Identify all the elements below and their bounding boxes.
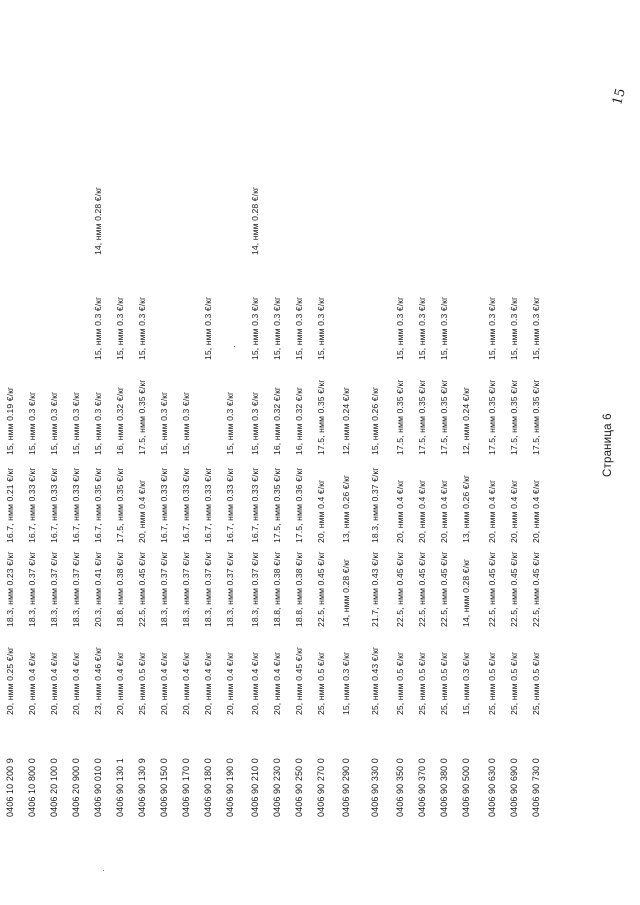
rate-cell: 18.8, нмм 0.38 €/кг	[272, 551, 282, 627]
rate-cell: 12, нмм 0.24 €/кг	[341, 386, 351, 455]
rate-cell: 16.7, нмм 0.33 €/кг	[250, 467, 260, 543]
table-row	[295, 0, 317, 905]
rate-cell: 22.5, нмм 0.45 €/кг	[439, 551, 449, 627]
rate-cell: 15, нмм 0.19 €/кг	[5, 386, 15, 455]
rate-cell: 15, нмм 0.3 €/кг	[181, 391, 191, 455]
rate-cell: 16.7, нмм 0.33 €/кг	[181, 467, 191, 543]
tariff-code-cell: 0406 20 100 0	[49, 758, 59, 817]
rate-cell: 25, нмм 0.5 €/кг	[487, 651, 497, 715]
rate-cell: 15, нмм 0.3 €/кг	[461, 651, 471, 715]
rate-cell: 20, нмм 0.4 €/кг	[159, 651, 169, 715]
rate-cell: 21.7, нмм 0.43 €/кг	[370, 551, 380, 627]
tariff-code-cell: 0406 90 130 1	[115, 758, 125, 817]
table-row	[28, 0, 50, 905]
scan-speck	[234, 346, 235, 347]
table-row	[182, 0, 204, 905]
rate-cell: 17.5, нмм 0.35 €/кг	[316, 379, 326, 455]
tariff-code-cell: 0406 20 900 0	[71, 758, 81, 817]
tariff-code-cell: 0406 90 210 0	[250, 758, 260, 817]
tariff-code-cell: 0406 90 010 0	[93, 758, 103, 817]
rate-cell: 17.5, нмм 0.35 €/кг	[395, 379, 405, 455]
table-row	[251, 0, 273, 905]
page-footer-label: Страница 6	[602, 413, 614, 477]
rate-cell: 16.7, нмм 0.33 €/кг	[27, 467, 37, 543]
rate-cell: 15, нмм 0.3 €/кг	[27, 391, 37, 455]
table-row	[418, 0, 440, 905]
rate-cell: 14, нмм 0.28 €/кг	[341, 558, 351, 627]
table-row	[50, 0, 72, 905]
tariff-code-cell: 0406 90 180 0	[203, 758, 213, 817]
rate-cell: 20, нмм 0.4 €/кг	[250, 651, 260, 715]
rate-cell: 15, нмм 0.3 €/кг	[250, 296, 260, 360]
rate-cell: 17.5, нмм 0.35 €/кг	[137, 379, 147, 455]
table-row	[532, 0, 554, 905]
rate-cell: 22.5, нмм 0.45 €/кг	[417, 551, 427, 627]
rate-cell: 16.7, нмм 0.33 €/кг	[203, 467, 213, 543]
rate-cell: 22.5, нмм 0.45 €/кг	[531, 551, 541, 627]
rate-cell: 15, нмм 0.3 €/кг	[115, 296, 125, 360]
table-row	[72, 0, 94, 905]
rate-cell: 16.7, нмм 0.33 €/кг	[71, 467, 81, 543]
rate-cell: 15, нмм 0.3 €/кг	[225, 391, 235, 455]
tariff-code-cell: 0406 90 370 0	[417, 758, 427, 817]
rate-cell: 12, нмм 0.24 €/кг	[461, 386, 471, 455]
rate-cell: 20, нмм 0.4 €/кг	[316, 479, 326, 543]
rate-cell: 25, нмм 0.43 €/кг	[370, 646, 380, 715]
rate-cell: 15, нмм 0.3 €/кг	[272, 296, 282, 360]
rate-cell: 18.3, нмм 0.37 €/кг	[159, 551, 169, 627]
table-row	[440, 0, 462, 905]
rate-cell: 17.5, нмм 0.35 €/кг	[439, 379, 449, 455]
tariff-code-cell: 0406 90 380 0	[439, 758, 449, 817]
rate-cell: 22.5, нмм 0.45 €/кг	[395, 551, 405, 627]
rate-cell: 15, нмм 0.3 €/кг	[395, 296, 405, 360]
rate-cell: 18.3, нмм 0.37 €/кг	[225, 551, 235, 627]
table-row	[273, 0, 295, 905]
rate-cell: 17.5, нмм 0.35 €/кг	[531, 379, 541, 455]
tariff-code-cell: 0406 90 350 0	[395, 758, 405, 817]
table-row	[462, 0, 484, 905]
rate-cell: 16, нмм 0.32 €/кг	[115, 386, 125, 455]
rate-cell: 17.5, нмм 0.35 €/кг	[272, 467, 282, 543]
rate-cell: 13, нмм 0.26 €/кг	[341, 474, 351, 543]
tariff-code-cell: 0406 90 150 0	[159, 758, 169, 817]
table-row	[342, 0, 364, 905]
rate-cell: 16, нмм 0.32 €/кг	[272, 386, 282, 455]
rate-cell: 25, нмм 0.5 €/кг	[531, 651, 541, 715]
rate-cell: 22.5, нмм 0.45 €/кг	[316, 551, 326, 627]
rate-cell: 25, нмм 0.5 €/кг	[439, 651, 449, 715]
tariff-code-cell: 0406 10 200 9	[5, 758, 15, 817]
tariff-code-cell: 0406 90 190 0	[225, 758, 235, 817]
tariff-code-cell: 0406 10 800 0	[27, 758, 37, 817]
rate-cell: 23, нмм 0.46 €/кг	[93, 646, 103, 715]
handwritten-page-number: 15	[610, 86, 629, 107]
tariff-code-cell: 0406 90 630 0	[487, 758, 497, 817]
rate-cell: 14, нмм 0.28 €/кг	[93, 186, 103, 255]
tariff-code-cell: 0406 90 730 0	[531, 758, 541, 817]
rate-cell: 25, нмм 0.5 €/кг	[316, 651, 326, 715]
rate-cell: 16.7, нмм 0.21 €/кг	[5, 467, 15, 543]
rate-cell: 15, нмм 0.3 €/кг	[531, 296, 541, 360]
rate-cell: 16, нмм 0.32 €/кг	[294, 386, 304, 455]
tariff-code-cell: 0406 90 130 9	[137, 758, 147, 817]
rate-cell: 18.3, нмм 0.37 €/кг	[49, 551, 59, 627]
rate-cell: 25, нмм 0.5 €/кг	[395, 651, 405, 715]
table-row	[138, 0, 160, 905]
rate-cell: 17.5, нмм 0.35 €/кг	[115, 467, 125, 543]
tariff-code-cell: 0406 90 270 0	[316, 758, 326, 817]
rate-cell: 20, нмм 0.4 €/кг	[487, 479, 497, 543]
rate-cell: 15, нмм 0.3 €/кг	[71, 391, 81, 455]
rate-cell: 15, нмм 0.3 €/кг	[250, 391, 260, 455]
rate-cell: 18.3, нмм 0.37 €/кг	[71, 551, 81, 627]
table-row	[116, 0, 138, 905]
rate-cell: 20, нмм 0.4 €/кг	[71, 651, 81, 715]
rate-cell: 20, нмм 0.4 €/кг	[225, 651, 235, 715]
rate-cell: 15, нмм 0.3 €/кг	[487, 296, 497, 360]
rate-cell: 18.3, нмм 0.37 €/кг	[370, 467, 380, 543]
rate-cell: 15, нмм 0.3 €/кг	[159, 391, 169, 455]
rate-cell: 18.8, нмм 0.38 €/кг	[294, 551, 304, 627]
rate-cell: 20, нмм 0.4 €/кг	[417, 479, 427, 543]
rate-cell: 18.3, нмм 0.37 €/кг	[27, 551, 37, 627]
rate-cell: 18.3, нмм 0.37 €/кг	[250, 551, 260, 627]
rate-cell: 25, нмм 0.5 €/кг	[509, 651, 519, 715]
rate-cell: 20, нмм 0.4 €/кг	[137, 479, 147, 543]
rate-cell: 20, нмм 0.4 €/кг	[439, 479, 449, 543]
rate-cell: 15, нмм 0.3 €/кг	[417, 296, 427, 360]
rate-cell: 25, нмм 0.5 €/кг	[417, 651, 427, 715]
table-row	[317, 0, 339, 905]
rate-cell: 15, нмм 0.3 €/кг	[509, 296, 519, 360]
rate-cell: 17.5, нмм 0.35 €/кг	[417, 379, 427, 455]
rate-cell: 15, нмм 0.3 €/кг	[93, 296, 103, 360]
rate-cell: 20, нмм 0.4 €/кг	[115, 651, 125, 715]
rate-cell: 17.5, нмм 0.35 €/кг	[509, 379, 519, 455]
rate-cell: 20, нмм 0.4 €/кг	[272, 651, 282, 715]
rate-cell: 18.3, нмм 0.23 €/кг	[5, 551, 15, 627]
table-row	[94, 0, 116, 905]
rate-cell: 15, нмм 0.3 €/кг	[294, 296, 304, 360]
table-row	[6, 0, 28, 905]
rate-cell: 22.5, нмм 0.45 €/кг	[487, 551, 497, 627]
rate-cell: 18.3, нмм 0.37 €/кг	[203, 551, 213, 627]
rate-cell: 22.5, нмм 0.45 €/кг	[509, 551, 519, 627]
rate-cell: 20, нмм 0.4 €/кг	[49, 651, 59, 715]
rate-cell: 13, нмм 0.26 €/кг	[461, 474, 471, 543]
rate-cell: 15, нмм 0.3 €/кг	[49, 391, 59, 455]
rate-cell: 20, нмм 0.45 €/кг	[294, 646, 304, 715]
tariff-code-cell: 0406 90 250 0	[294, 758, 304, 817]
table-row	[488, 0, 510, 905]
rate-cell: 15, нмм 0.3 €/кг	[439, 296, 449, 360]
table-row	[396, 0, 418, 905]
rate-cell: 18.8, нмм 0.38 €/кг	[115, 551, 125, 627]
rate-cell: 20, нмм 0.25 €/кг	[5, 646, 15, 715]
rate-cell: 20.3, нмм 0.41 €/кг	[93, 551, 103, 627]
rate-cell: 17.5, нмм 0.36 €/кг	[294, 467, 304, 543]
table-row	[204, 0, 226, 905]
table-row	[510, 0, 532, 905]
rate-cell: 18.3, нмм 0.37 €/кг	[181, 551, 191, 627]
rate-cell: 15, нмм 0.26 €/кг	[370, 386, 380, 455]
rate-cell: 20, нмм 0.4 €/кг	[181, 651, 191, 715]
rate-cell: 15, нмм 0.3 €/кг	[137, 296, 147, 360]
rate-cell: 16.7, нмм 0.33 €/кг	[49, 467, 59, 543]
tariff-code-cell: 0406 90 500 0	[461, 758, 471, 817]
rate-cell: 15, нмм 0.3 €/кг	[93, 391, 103, 455]
table-row	[226, 0, 248, 905]
rate-cell: 20, нмм 0.4 €/кг	[27, 651, 37, 715]
rate-cell: 20, нмм 0.4 €/кг	[509, 479, 519, 543]
tariff-code-cell: 0406 90 230 0	[272, 758, 282, 817]
rate-cell: 15, нмм 0.3 €/кг	[316, 296, 326, 360]
rate-cell: 16.7, нмм 0.35 €/кг	[93, 467, 103, 543]
rate-cell: 14, нмм 0.28 €/кг	[461, 558, 471, 627]
tariff-code-cell: 0406 90 290 0	[341, 758, 351, 817]
rate-cell: 25, нмм 0.5 €/кг	[137, 651, 147, 715]
table-row	[371, 0, 393, 905]
rate-cell: 16.7, нмм 0.33 €/кг	[225, 467, 235, 543]
rate-cell: 14, нмм 0.28 €/кг	[250, 186, 260, 255]
table-row	[160, 0, 182, 905]
rate-cell: 15, нмм 0.3 €/кг	[203, 296, 213, 360]
rate-cell: 20, нмм 0.4 €/кг	[395, 479, 405, 543]
scan-speck	[103, 870, 104, 871]
rate-cell: 17.5, нмм 0.35 €/кг	[487, 379, 497, 455]
tariff-code-cell: 0406 90 690 0	[509, 758, 519, 817]
rate-cell: 15, нмм 0.3 €/кг	[341, 651, 351, 715]
rate-cell: 22.5, нмм 0.45 €/кг	[137, 551, 147, 627]
rate-cell: 16.7, нмм 0.33 €/кг	[159, 467, 169, 543]
tariff-code-cell: 0406 90 170 0	[181, 758, 191, 817]
rate-cell: 20, нмм 0.4 €/кг	[203, 651, 213, 715]
tariff-code-cell: 0406 90 330 0	[370, 758, 380, 817]
rate-cell: 20, нмм 0.4 €/кг	[531, 479, 541, 543]
